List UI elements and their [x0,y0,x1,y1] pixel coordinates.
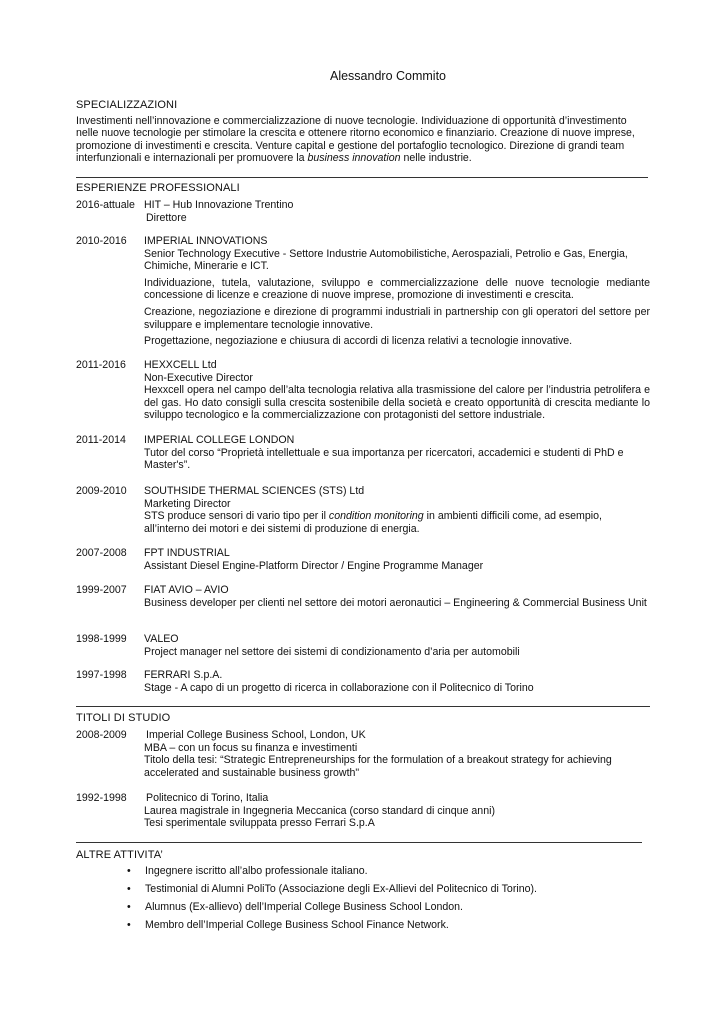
bullet-icon: • [127,901,131,913]
list-item-text: Membro dell’Imperial College Business School Finance Network. [145,919,449,931]
experience-entry-sts [76,485,650,535]
entry-thesis: Tesi sperimentale sviluppata presso Ferrari S.p.A [144,817,375,830]
entry-role: Assistant Diesel Engine-Platform Director / Engine Programme Manager [144,559,484,572]
entry-company: HEXXCELL Ltd [144,359,217,371]
experience-entry-hexxcell [76,359,650,422]
entry-company: FIAT AVIO – AVIO [144,584,229,596]
list-item-text: Ingegnere iscritto all’albo professionale italiano. [145,865,368,877]
education-entry-icbs [76,729,650,779]
entry-company: IMPERIAL INNOVATIONS [144,235,268,247]
experience-entry-fiat [76,584,650,609]
entry-years: 1999-2007 [76,584,127,596]
emphasis: condition monitoring [328,510,424,523]
entry-description: Individuazione, tutela, valutazione, sviluppo e commercializzazione delle nuove tecnologie mediante concessione di licenze e creazione di nuove imprese, promozione di investimenti e crescita. [144,276,650,302]
specializzazioni-text: Investimenti nell’innovazione e commercializzazione di nuove tecnologie. Individuazione di opportunità d’investimento nelle nuove tecnologie per stimolare la crescita e ottenere ritorno economico e finanziario. Creazione di nuove imprese, promozione di investimenti e crescita. Venture capital e gestione del portafoglio tecnologico. Direzione di grandi team interfunzionali e internazionali per promuovere la business innovation nelle industrie. [76,115,635,164]
entry-role: Non-Executive Director [144,371,253,384]
section-title-altre: ALTRE ATTIVITA’ [76,849,163,861]
list-item-text: Testimonial di Alumni PoliTo (Associazione degli Ex-Allievi del Politecnico di Torino). [145,883,537,895]
entry-years: 2010-2016 [76,235,127,247]
bullet-icon: • [127,883,131,895]
divider [76,842,642,843]
emphasis: business innovation [307,151,401,164]
entry-description: Progettazione, negoziazione e chiusura di accordi di licenza relativi a tecnologie innovative. [144,335,573,348]
entry-description: STS produce sensori di vario tipo per il condition monitoring in ambienti difficili come, ad esempio, all’interno dei motori e dei sistemi di produzione di energia. [144,510,602,535]
experience-entry-imperial-college [76,434,650,472]
entry-school: Politecnico di Torino, Italia [146,792,269,804]
experience-entry-fpt [76,547,650,572]
entry-school: Imperial College Business School, London, UK [146,729,366,741]
entry-company: HIT – Hub Innovazione Trentino [144,199,294,211]
entry-role: Senior Technology Executive - Settore Industrie Automobilistiche, Aerospaziali, Petrolio e Gas, Energia, Chimiche, Minerarie e ICT. [144,247,628,273]
entry-description: Hexxcell opera nel campo dell’alta tecnologia relativa alla trasmissione del calore per l’industria petrolifera e del gas. Ho dato consigli sulla crescita sostenibile della società e creato opportunità di crescita mediante lo sviluppo tecnologico e la commercializzazione con protagonisti del settore industriale. [144,384,650,422]
section-title-titoli: TITOLI DI STUDIO [76,712,171,724]
entry-description: Tutor del corso “Proprietà intellettuale e sua importanza per ricercatori, accademici e studenti di PhD e Master's”. [144,446,624,472]
entry-years: 2011-2016 [76,359,126,371]
bullet-icon: • [127,919,131,931]
experience-entry-ferrari [76,669,650,694]
education-entry-polito [76,792,650,830]
list-item-text: Alumnus (Ex-allievo) dell’Imperial College Business School London. [145,901,463,913]
entry-thesis: Titolo della tesi: “Strategic Entrepreneurships for the formulation of a breakout strategy for achieving accelerated and sustainable business growth" [144,754,612,779]
experience-entry-hit [76,199,650,224]
section-title-esperienze: ESPERIENZE PROFESSIONALI [76,182,240,194]
entry-company: FPT INDUSTRIAL [144,547,230,559]
entry-years: 2007-2008 [76,547,127,559]
entry-degree: MBA – con un focus su finanza e investimenti [144,741,358,754]
entry-description: Business developer per clienti nel settore dei motori aeronautici – Engineering & Commercial Business Unit [144,596,647,609]
entry-years: 2008-2009 [76,729,127,741]
entry-company: FERRARI S.p.A. [144,669,223,681]
entry-years: 2011-2014 [76,434,126,446]
entry-description: Creazione, negoziazione e direzione di programmi industriali in partnership con gli operatori del settore per sviluppare e implementare tecnologie innovative. [144,305,650,331]
divider [76,177,648,178]
entry-years: 1997-1998 [76,669,127,681]
entry-company: SOUTHSIDE THERMAL SCIENCES (STS) Ltd [144,485,365,497]
entry-degree: Laurea magistrale in Ingegneria Meccanica (corso standard di cinque anni) [144,804,495,817]
entry-years: 1998-1999 [76,633,127,645]
page-title: Alessandro Commito [329,69,446,83]
entry-company: VALEO [144,633,179,645]
experience-entry-valeo [76,633,650,658]
entry-years: 1992-1998 [76,792,127,804]
section-title-specializzazioni: SPECIALIZZAZIONI [76,99,178,111]
divider [76,706,650,707]
entry-company: IMPERIAL COLLEGE LONDON [144,434,295,446]
bullet-icon: • [127,865,131,877]
entry-description: Stage - A capo di un progetto di ricerca in collaborazione con il Politecnico di Torino [144,681,534,694]
experience-entry-imperial-innovations [76,235,650,348]
entry-years: 2016-attuale [76,199,135,211]
entry-role: Direttore [146,211,187,224]
entry-years: 2009-2010 [76,485,127,497]
entry-description: Project manager nel settore dei sistemi di condizionamento d’aria per automobili [144,645,520,658]
entry-role: Marketing Director [144,497,231,510]
